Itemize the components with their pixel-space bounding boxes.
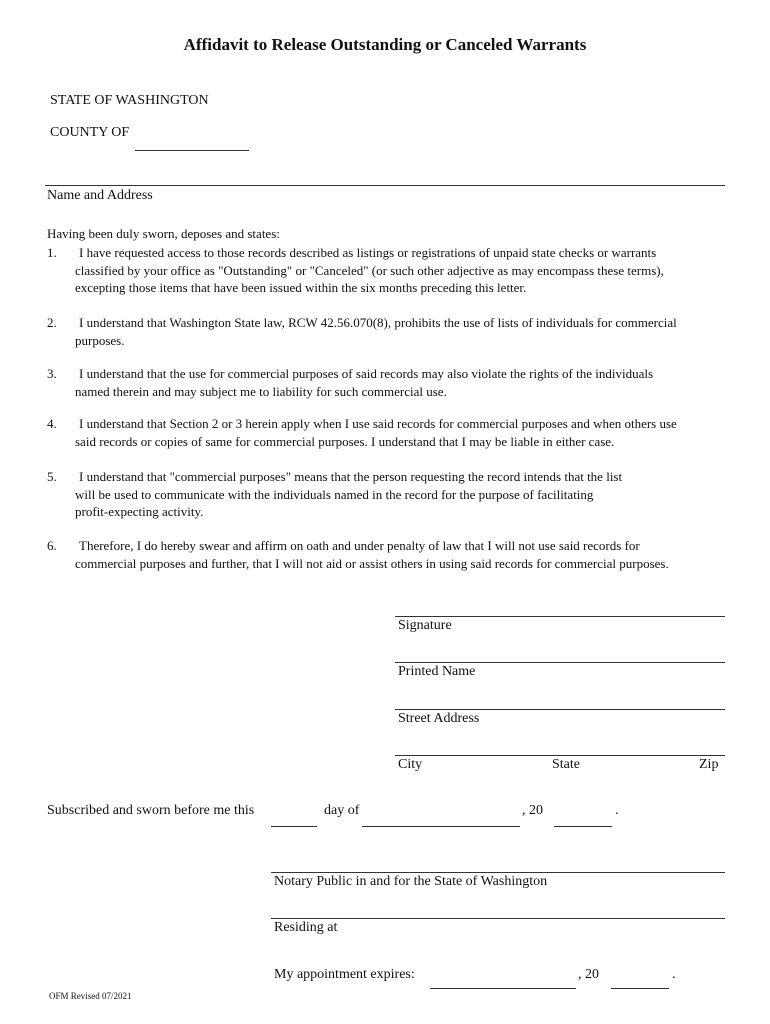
printed-name-line[interactable] [395,662,725,663]
item-line: I understand that the use for commercial purposes of said records may also violate the rights of the individuals [79,366,654,381]
notary-signature-line[interactable] [271,872,725,873]
item-line: I understand that Washington State law, RCW 42.56.070(8), prohibits the use of lists of individuals for commercial [79,315,677,330]
city-state-zip-line[interactable] [395,755,725,756]
appointment-label: My appointment expires: [274,967,415,982]
county-blank-line[interactable] [135,150,249,151]
residing-label: Residing at [274,920,338,935]
street-address-line[interactable] [395,709,725,710]
item-number: 6. [47,538,57,553]
item-line: profit-expecting activity. [75,504,204,519]
list-item [75,415,725,450]
item-line: said records or copies of same for commercial purposes. I understand that I may be liable in either case. [75,433,615,449]
street-address-label: Street Address [398,711,480,726]
item-number: 5. [47,469,57,484]
item-line: excepting those items that have been issued within the six months preceding this letter. [75,280,527,295]
state-label: State [552,757,580,772]
residing-line[interactable] [271,918,725,919]
printed-name-label: Printed Name [398,664,476,679]
day-blank-line[interactable] [271,826,317,827]
list-item [75,244,725,297]
list-item [75,314,725,349]
city-label: City [398,757,423,772]
day-of-text: day of [324,803,360,818]
list-item [75,537,725,572]
item-number: 2. [47,315,57,330]
appointment-year-line[interactable] [611,988,669,989]
item-line: I understand that Section 2 or 3 herein apply when I use said records for commercial purposes and when others use [79,416,677,431]
notary-label: Notary Public in and for the State of Washington [274,874,548,889]
appointment-year-prefix: , 20 [578,967,599,982]
name-address-label: Name and Address [47,188,153,203]
appointment-period: . [672,967,676,982]
county-label: COUNTY OF [50,125,130,140]
zip-label: Zip [699,757,719,772]
signature-line[interactable] [395,616,725,617]
list-item [75,365,725,400]
name-address-line[interactable] [45,185,725,186]
item-number: 3. [47,366,57,381]
item-line: I have requested access to those records described as listings or registrations of unpaid state checks or warrants [79,245,657,260]
item-number: 1. [47,245,57,260]
appointment-date-line[interactable] [430,988,576,989]
footer-revision: OFM Revised 07/2021 [49,991,132,1001]
item-line: commercial purposes and further, that I will not aid or assist others in using said records for commercial purposes. [75,555,669,571]
sworn-period: . [615,803,619,818]
intro-text: Having been duly sworn, deposes and states: [47,226,280,241]
year-prefix-text: , 20 [522,803,543,818]
item-line: I understand that "commercial purposes" means that the person requesting the record intends that the list [79,469,623,484]
month-blank-line[interactable] [362,826,520,827]
item-line: classified by your office as "Outstanding" or "Canceled" (or such other adjective as may encompass these terms), [75,262,664,278]
item-line: purposes. [75,332,125,348]
item-line: will be used to communicate with the individuals named in the record for the purpose of facilitating [75,486,594,502]
list-item [75,468,725,521]
sworn-text: Subscribed and sworn before me this [47,803,255,818]
state-line: STATE OF WASHINGTON [50,93,209,108]
item-line: Therefore, I do hereby swear and affirm on oath and under penalty of law that I will not use said records for [79,538,640,553]
item-line: named therein and may subject me to liability for such commercial use. [75,383,447,399]
signature-label: Signature [398,618,452,633]
item-number: 4. [47,416,57,431]
year-blank-line[interactable] [554,826,612,827]
page-title: Affidavit to Release Outstanding or Canceled Warrants [183,35,587,54]
